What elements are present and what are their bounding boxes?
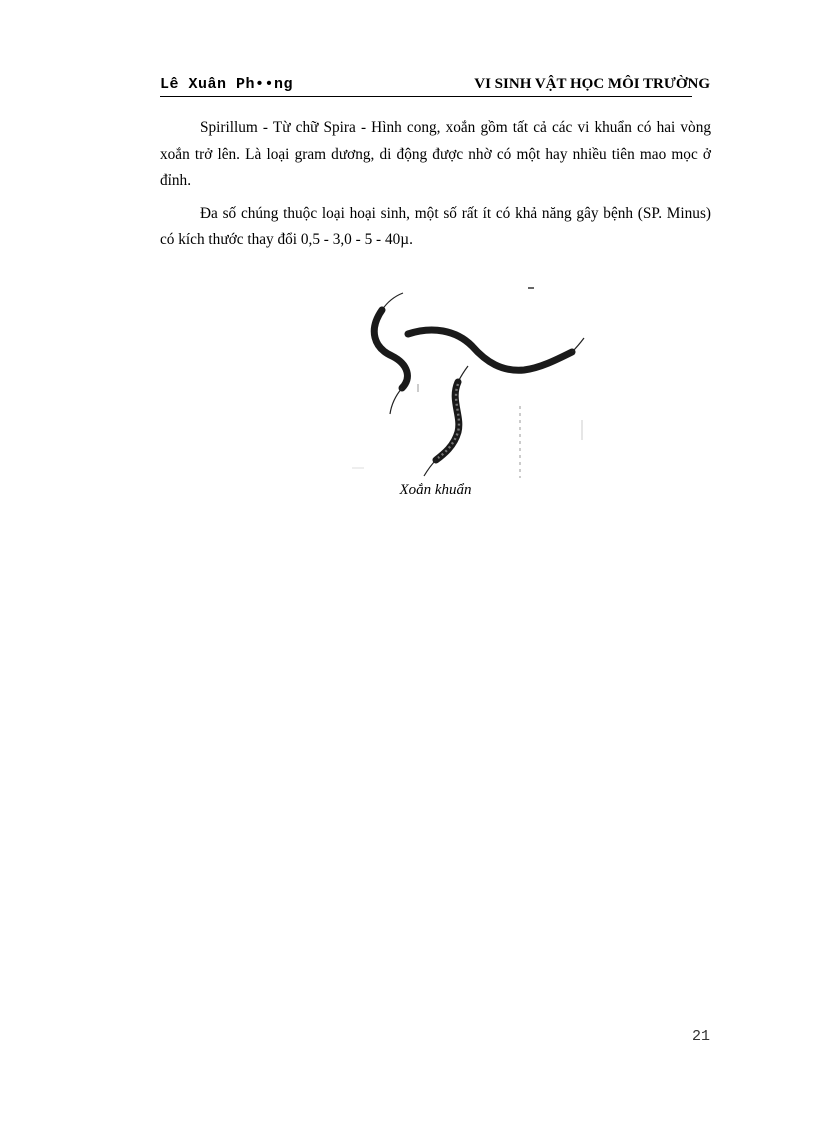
spiral-bacteria-icon xyxy=(340,280,600,480)
header-author: Lê Xuân Ph••ng xyxy=(160,76,294,93)
header-title: VI SINH VẬT HỌC MÔI TRƯỜNG xyxy=(474,76,710,92)
page-header xyxy=(160,74,710,98)
figure-caption: Xoắn khuẩn xyxy=(399,482,472,498)
header-rule xyxy=(160,96,692,97)
paragraph-2: Đa số chúng thuộc loại hoại sinh, một số rất ít có khả năng gây bệnh (SP. Minus) có kích thước thay đổi 0,5 - 3,0 - 5 - 40µ. xyxy=(160,204,711,248)
spirillum-figure xyxy=(340,280,600,480)
page-number: 21 xyxy=(691,1028,710,1045)
body-text xyxy=(160,115,711,260)
paragraph-1: Spirillum - Từ chữ Spira - Hình cong, xoắn gồm tất cả các vi khuẩn có hai vòng xoắn trở lên. Là loại gram dương, di động được nhờ có một hay nhiều tiên mao mọc ở đỉnh. xyxy=(160,119,711,189)
